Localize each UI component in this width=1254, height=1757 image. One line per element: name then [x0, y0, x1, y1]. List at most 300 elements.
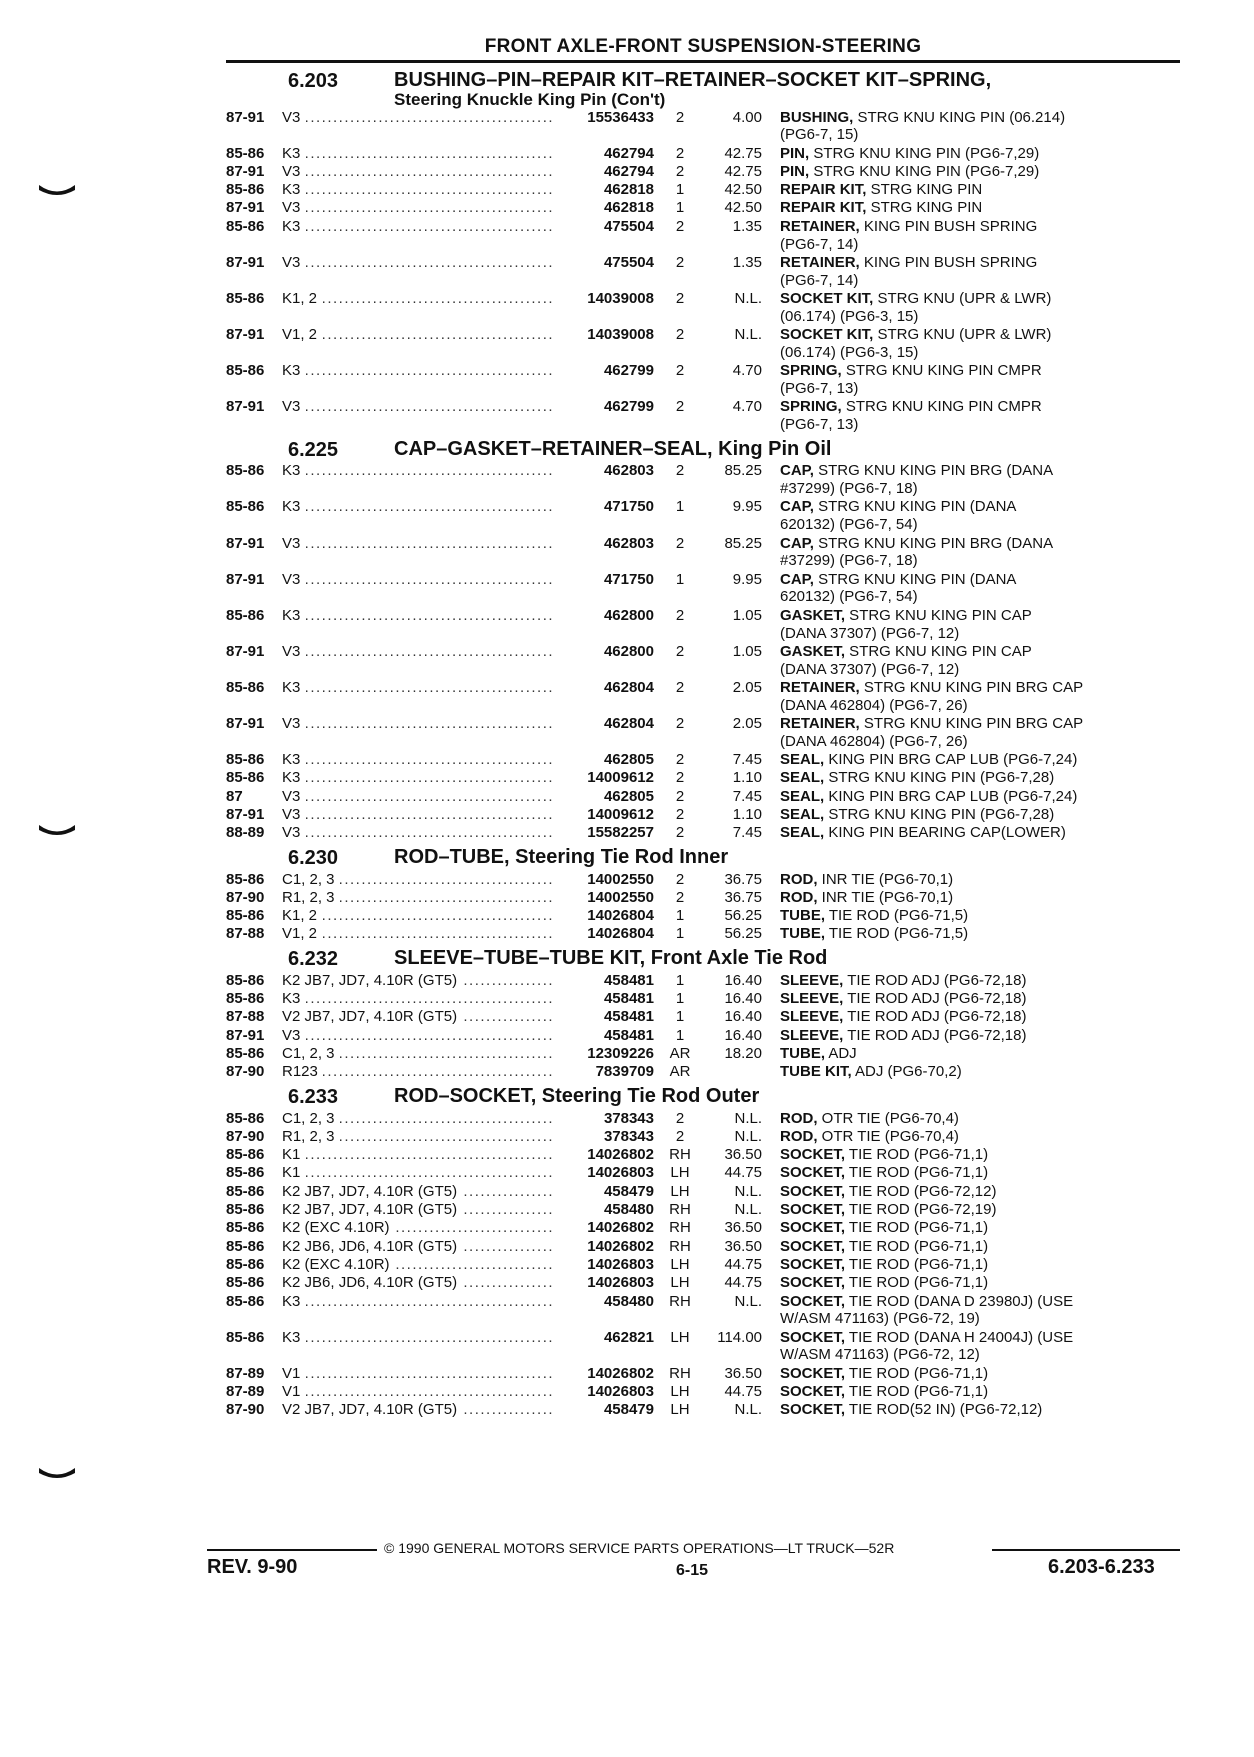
- part-detail: TIE ROD(52 IN) (PG6-72,12): [845, 1401, 1043, 1419]
- footer-rule-right: [992, 1549, 1180, 1551]
- part-detail: STRG KNU KING PIN (PG6-7,29): [809, 144, 1040, 162]
- application-text: C1, 2, 3: [282, 1045, 339, 1062]
- quantity: 1: [675, 181, 685, 199]
- part-description: [780, 1383, 1150, 1401]
- price: 56.25: [724, 925, 762, 943]
- parts-row: [226, 498, 1186, 534]
- section-heading: [226, 439, 1186, 462]
- application-text: K1: [282, 1146, 304, 1163]
- section-number: 6.230: [288, 847, 339, 870]
- part-detail: TIE ROD (PG6-71,1): [845, 1364, 989, 1382]
- part-name: RETAINER,: [780, 678, 860, 696]
- quantity: 1: [675, 570, 685, 588]
- part-name: SOCKET KIT,: [780, 326, 874, 344]
- model-years: 85-86: [226, 217, 265, 235]
- quantity: 2: [675, 805, 685, 823]
- part-description: [780, 145, 1150, 163]
- price: N.L.: [734, 289, 762, 307]
- quantity: 2: [675, 888, 685, 906]
- part-name: TUBE,: [780, 907, 825, 925]
- price: 1.10: [732, 805, 762, 823]
- section-number: 6.232: [288, 948, 339, 971]
- model-years: 85-86: [226, 1292, 265, 1310]
- section-range: 6.203-6.233: [1048, 1556, 1155, 1578]
- part-name: SLEEVE,: [780, 1008, 844, 1026]
- application-text: K3: [282, 769, 304, 786]
- part-detail: INR TIE (PG6-70,1): [817, 888, 954, 906]
- parts-row: [226, 1293, 1186, 1329]
- part-detail: KING PIN BUSH SPRING (PG6-7, 14): [780, 217, 1038, 253]
- model-years: 87-91: [226, 534, 265, 552]
- section-gap: [226, 842, 1186, 845]
- parts-row: [226, 769, 1186, 787]
- part-detail: TIE ROD (PG6-71,1): [845, 1219, 989, 1237]
- part-detail: ADJ: [825, 1044, 857, 1062]
- binder-punch-mark-icon: [38, 822, 76, 836]
- model-years: 87-91: [226, 398, 265, 416]
- application-code: [282, 199, 552, 217]
- part-description: [780, 1274, 1150, 1292]
- part-description: [780, 398, 1150, 434]
- part-name: ROD,: [780, 888, 818, 906]
- model-years: 87-91: [226, 326, 265, 344]
- part-detail: STRG KNU KING PIN CMPR (PG6-7, 13): [780, 362, 1042, 397]
- application-text: K3: [282, 462, 304, 479]
- price: 2.05: [732, 678, 762, 696]
- part-description: [780, 806, 1150, 824]
- part-description: [780, 254, 1150, 290]
- application-code: [282, 1201, 552, 1219]
- part-name: CAP,: [780, 570, 814, 588]
- part-name: SOCKET,: [780, 1255, 846, 1273]
- price: 7.45: [732, 751, 762, 769]
- part-name: RETAINER,: [780, 217, 860, 235]
- quantity: 2: [675, 870, 685, 888]
- parts-row: [226, 907, 1186, 925]
- quantity: 2: [675, 162, 685, 180]
- model-years: 87-91: [226, 199, 265, 217]
- price: 16.40: [724, 990, 762, 1008]
- price: N.L.: [734, 326, 762, 344]
- part-description: [780, 1164, 1150, 1182]
- part-detail: STRG KNU (UPR & LWR) (06.174) (PG6-3, 15): [780, 326, 1052, 361]
- part-name: SOCKET,: [780, 1237, 846, 1255]
- parts-row: [226, 806, 1186, 824]
- application-text: K2 JB7, JD7, 4.10R (GT5): [282, 972, 461, 989]
- part-description: [780, 871, 1150, 889]
- application-text: K3: [282, 1293, 304, 1310]
- part-name: RETAINER,: [780, 715, 860, 732]
- section-heading: [226, 948, 1186, 971]
- parts-row: [226, 1238, 1186, 1256]
- part-detail: STRG KNU KING PIN BRG (DANA #37299) (PG6-7, 18): [780, 534, 1054, 570]
- part-description: [780, 1063, 1150, 1081]
- part-detail: STRG KNU KING PIN BRG (DANA #37299) (PG6-7, 18): [780, 462, 1054, 498]
- part-number: 14009612: [587, 769, 654, 787]
- section-number: 6.233: [288, 1086, 339, 1109]
- parts-row: [226, 1063, 1186, 1081]
- part-detail: TIE ROD (PG6-71,1): [845, 1383, 989, 1400]
- part-name: SLEEVE,: [780, 1026, 844, 1044]
- application-code: [282, 1401, 552, 1419]
- part-name: SEAL,: [780, 824, 825, 842]
- section-title: [394, 847, 728, 868]
- part-description: [780, 290, 1150, 326]
- quantity: RH: [669, 1292, 691, 1310]
- application-code: [282, 1365, 552, 1383]
- part-detail: TIE ROD (DANA D 23980J) (USE W/ASM 471163) (PG6-72, 19): [780, 1292, 1074, 1328]
- section-title-text: CAP–GASKET–RETAINER–SEAL, King Pin Oil: [394, 437, 832, 460]
- part-name: SPRING,: [780, 398, 842, 416]
- quantity: 2: [675, 1109, 685, 1127]
- quantity: 2: [675, 362, 685, 380]
- part-name: SOCKET,: [780, 1292, 846, 1310]
- part-detail: ADJ (PG6-70,2): [851, 1063, 962, 1081]
- part-description: [780, 1238, 1150, 1256]
- part-number: 462821: [603, 1328, 654, 1346]
- quantity: 1: [675, 971, 685, 989]
- price: 4.70: [732, 398, 762, 416]
- part-name: SOCKET,: [780, 1364, 846, 1382]
- price: 1.10: [732, 769, 762, 787]
- part-detail: TIE ROD (PG6-71,1): [845, 1274, 989, 1292]
- part-name: SOCKET,: [780, 1146, 846, 1164]
- quantity: 2: [675, 534, 685, 552]
- part-number: 14026804: [587, 907, 654, 925]
- part-description: [780, 1128, 1150, 1146]
- quantity: 2: [675, 787, 685, 805]
- part-detail: STRG KING PIN: [866, 199, 983, 217]
- price: 114.00: [717, 1328, 762, 1346]
- part-detail: TIE ROD (PG6-71,1): [845, 1146, 989, 1164]
- parts-row: [226, 715, 1186, 751]
- parts-row: [226, 607, 1186, 643]
- application-code: [282, 163, 552, 181]
- part-name: CAP,: [780, 534, 814, 552]
- application-text: K1, 2: [282, 290, 321, 307]
- application-text: K3: [282, 181, 304, 198]
- part-name: SOCKET KIT,: [780, 289, 874, 307]
- quantity: 2: [675, 1127, 685, 1145]
- application-code: [282, 925, 552, 943]
- application-text: V2 JB7, JD7, 4.10R (GT5): [282, 1401, 461, 1418]
- part-name: SEAL,: [780, 769, 825, 787]
- quantity: 2: [675, 326, 685, 344]
- parts-row: [226, 1256, 1186, 1274]
- part-description: [780, 1329, 1150, 1365]
- price: 36.50: [724, 1237, 762, 1255]
- parts-row: [226, 871, 1186, 889]
- application-code: [282, 679, 552, 697]
- part-number: 462794: [603, 144, 654, 162]
- model-years: 87-88: [226, 1008, 265, 1026]
- application-text: K3: [282, 218, 304, 235]
- quantity: 2: [675, 642, 685, 660]
- part-detail: STRG KNU KING PIN (06.214) (PG6-7, 15): [780, 108, 1066, 144]
- model-years: 85-86: [226, 1044, 265, 1062]
- application-code: [282, 788, 552, 806]
- part-detail: TIE ROD (PG6-71,5): [825, 907, 969, 925]
- application-text: K2 JB7, JD7, 4.10R (GT5): [282, 1183, 461, 1200]
- price: N.L.: [734, 1127, 762, 1145]
- part-name: SLEEVE,: [780, 990, 844, 1008]
- part-name: TUBE KIT,: [780, 1063, 852, 1081]
- price: 36.50: [724, 1219, 762, 1237]
- model-years: 85-86: [226, 1328, 265, 1346]
- part-description: [780, 571, 1150, 607]
- application-code: [282, 398, 552, 416]
- part-description: [780, 889, 1150, 907]
- parts-row: [226, 990, 1186, 1008]
- model-years: 87-90: [226, 1401, 265, 1419]
- part-detail: STRG KNU KING PIN (PG6-7,28): [824, 769, 1055, 787]
- price: 85.25: [724, 534, 762, 552]
- model-years: 85-86: [226, 678, 265, 696]
- part-name: REPAIR KIT,: [780, 199, 867, 217]
- section-subtitle: Steering Knuckle King Pin (Con't): [394, 90, 666, 109]
- quantity: 2: [675, 253, 685, 271]
- parts-row: [226, 925, 1186, 943]
- price: 2.05: [732, 715, 762, 732]
- application-text: V3: [282, 806, 304, 823]
- application-text: V3: [282, 715, 304, 732]
- part-number: 14009612: [587, 805, 654, 823]
- price: N.L.: [734, 1201, 762, 1219]
- application-text: V3: [282, 571, 304, 588]
- quantity: 2: [675, 144, 685, 162]
- part-number: 12309226: [587, 1044, 654, 1062]
- section-title-text: BUSHING–PIN–REPAIR KIT–RETAINER–SOCKET KIT–SPRING,: [394, 69, 992, 91]
- part-number: 14002550: [587, 870, 654, 888]
- quantity: LH: [670, 1182, 690, 1200]
- model-years: 87-91: [226, 1026, 265, 1044]
- price: 7.45: [732, 824, 762, 842]
- part-name: TUBE,: [780, 1044, 825, 1062]
- parts-row: [226, 1383, 1186, 1401]
- model-years: 85-86: [226, 1274, 265, 1292]
- part-description: [780, 1008, 1150, 1026]
- price: 56.25: [724, 907, 762, 925]
- price: 42.75: [724, 144, 762, 162]
- parts-row: [226, 398, 1186, 434]
- model-years: 88-89: [226, 824, 265, 842]
- parts-row: [226, 1274, 1186, 1292]
- parts-row: [226, 1008, 1186, 1026]
- quantity: 2: [675, 289, 685, 307]
- part-detail: STRG KNU KING PIN (PG6-7,28): [824, 805, 1055, 823]
- quantity: 1: [675, 925, 685, 943]
- model-years: 87-91: [226, 162, 265, 180]
- section-title-text: ROD–TUBE, Steering Tie Rod Inner: [394, 846, 729, 869]
- model-years: 87-91: [226, 570, 265, 588]
- part-number: 458481: [603, 990, 654, 1008]
- part-number: 462805: [603, 787, 654, 805]
- part-number: 14026803: [587, 1164, 654, 1182]
- model-years: 85-86: [226, 769, 265, 787]
- price: 1.05: [732, 606, 762, 624]
- model-years: 87-90: [226, 888, 265, 906]
- model-years: 87-91: [226, 253, 265, 271]
- quantity: 2: [675, 824, 685, 842]
- model-years: 85-86: [226, 1201, 265, 1219]
- quantity: AR: [669, 1063, 691, 1081]
- section-heading: [226, 1086, 1186, 1109]
- price: 44.75: [724, 1164, 762, 1182]
- part-number: 462818: [603, 181, 654, 199]
- part-detail: TIE ROD (PG6-72,12): [845, 1182, 997, 1200]
- parts-row: [226, 751, 1186, 769]
- quantity: 2: [675, 769, 685, 787]
- part-number: 462803: [603, 462, 654, 480]
- part-number: 14039008: [587, 326, 654, 344]
- part-detail: TIE ROD ADJ (PG6-72,18): [843, 1026, 1027, 1044]
- model-years: 87-91: [226, 108, 265, 126]
- part-detail: KING PIN BRG CAP LUB (PG6-7,24): [824, 751, 1078, 769]
- quantity: 2: [675, 108, 685, 126]
- application-code: [282, 290, 552, 308]
- parts-row: [226, 199, 1186, 217]
- part-description: [780, 925, 1150, 943]
- price: 44.75: [724, 1274, 762, 1292]
- quantity: 2: [675, 217, 685, 235]
- parts-row: [226, 1128, 1186, 1146]
- application-text: V3: [282, 643, 304, 660]
- part-description: [780, 715, 1150, 751]
- part-description: [780, 607, 1150, 643]
- part-name: BUSHING,: [780, 108, 854, 126]
- part-number: 14026802: [587, 1146, 654, 1164]
- part-number: 462799: [603, 398, 654, 416]
- part-description: [780, 535, 1150, 571]
- parts-catalog-listing: [226, 68, 1186, 1419]
- part-number: 462800: [603, 642, 654, 660]
- application-text: V3: [282, 1027, 304, 1044]
- application-text: K3: [282, 607, 304, 624]
- part-detail: TIE ROD ADJ (PG6-72,18): [843, 971, 1027, 989]
- application-code: [282, 1008, 552, 1026]
- parts-row: [226, 972, 1186, 990]
- model-years: 87-89: [226, 1383, 265, 1400]
- model-years: 85-86: [226, 462, 265, 480]
- quantity: 1: [675, 199, 685, 217]
- part-name: SOCKET,: [780, 1383, 846, 1400]
- application-text: V3: [282, 824, 304, 841]
- application-code: [282, 643, 552, 661]
- application-code: [282, 1238, 552, 1256]
- application-code: [282, 1110, 552, 1128]
- model-years: 85-86: [226, 1237, 265, 1255]
- part-description: [780, 1045, 1150, 1063]
- quantity: 1: [675, 498, 685, 516]
- part-description: [780, 824, 1150, 842]
- part-number: 462818: [603, 199, 654, 217]
- part-name: CAP,: [780, 498, 814, 516]
- quantity: 2: [675, 398, 685, 416]
- quantity: 2: [675, 462, 685, 480]
- price: 1.35: [732, 217, 762, 235]
- part-number: 14026802: [587, 1237, 654, 1255]
- section-gap: [226, 434, 1186, 437]
- part-name: SOCKET,: [780, 1328, 846, 1346]
- part-detail: TIE ROD (PG6-71,1): [845, 1255, 989, 1273]
- quantity: LH: [670, 1274, 690, 1292]
- part-number: 475504: [603, 217, 654, 235]
- application-text: V3: [282, 398, 304, 415]
- part-detail: TIE ROD (PG6-72,19): [845, 1201, 997, 1219]
- part-number: 462804: [603, 678, 654, 696]
- quantity: RH: [669, 1201, 691, 1219]
- parts-row: [226, 163, 1186, 181]
- application-text: V1, 2: [282, 326, 321, 343]
- application-code: [282, 218, 552, 236]
- binder-punch-mark-icon: [38, 1465, 76, 1479]
- application-text: V1: [282, 1383, 304, 1400]
- quantity: LH: [670, 1401, 690, 1419]
- quantity: 2: [675, 751, 685, 769]
- part-description: [780, 109, 1150, 145]
- quantity: 1: [675, 1026, 685, 1044]
- application-text: K2 JB6, JD6, 4.10R (GT5): [282, 1274, 461, 1291]
- application-code: [282, 824, 552, 842]
- section-heading: [226, 70, 1186, 108]
- price: 44.75: [724, 1255, 762, 1273]
- part-detail: STRG KNU KING PIN BRG CAP (DANA 462804) (PG6-7, 26): [780, 678, 1084, 714]
- application-code: [282, 535, 552, 553]
- quantity: 2: [675, 606, 685, 624]
- part-detail: STRG KNU KING PIN CAP (DANA 37307) (PG6-7, 12): [780, 642, 1032, 678]
- part-description: [780, 163, 1150, 181]
- application-text: V1, 2: [282, 925, 321, 942]
- part-description: [780, 788, 1150, 806]
- model-years: 85-86: [226, 907, 265, 925]
- part-number: 458481: [603, 1026, 654, 1044]
- application-code: [282, 1274, 552, 1292]
- price: 36.50: [724, 1364, 762, 1382]
- section-number: 6.203: [288, 70, 339, 92]
- application-code: [282, 907, 552, 925]
- application-text: C1, 2, 3: [282, 871, 339, 888]
- part-description: [780, 990, 1150, 1008]
- parts-row: [226, 462, 1186, 498]
- price: 9.95: [732, 498, 762, 516]
- part-number: 462804: [603, 715, 654, 732]
- application-text: V3: [282, 109, 304, 126]
- part-name: SOCKET,: [780, 1401, 846, 1419]
- model-years: 85-86: [226, 1219, 265, 1237]
- application-text: K1: [282, 1164, 304, 1181]
- application-text: R1, 2, 3: [282, 1128, 339, 1145]
- quantity: LH: [670, 1255, 690, 1273]
- price: N.L.: [734, 1182, 762, 1200]
- part-number: 14026803: [587, 1274, 654, 1292]
- part-detail: STRG KNU KING PIN BRG CAP (DANA 462804) (PG6-7, 26): [780, 715, 1084, 750]
- price: 42.75: [724, 162, 762, 180]
- application-code: [282, 1027, 552, 1045]
- application-text: C1, 2, 3: [282, 1110, 339, 1127]
- parts-row: [226, 145, 1186, 163]
- page-header: FRONT AXLE-FRONT SUSPENSION-STEERING: [484, 36, 922, 57]
- price: N.L.: [734, 1292, 762, 1310]
- revision-label: REV. 9-90: [207, 1556, 298, 1578]
- model-years: 85-86: [226, 751, 265, 769]
- part-number: 7839709: [595, 1063, 654, 1081]
- quantity: 1: [675, 907, 685, 925]
- part-number: 475504: [603, 253, 654, 271]
- application-code: [282, 972, 552, 990]
- part-number: 462803: [603, 534, 654, 552]
- application-text: R123: [282, 1063, 322, 1080]
- price: 44.75: [724, 1383, 762, 1400]
